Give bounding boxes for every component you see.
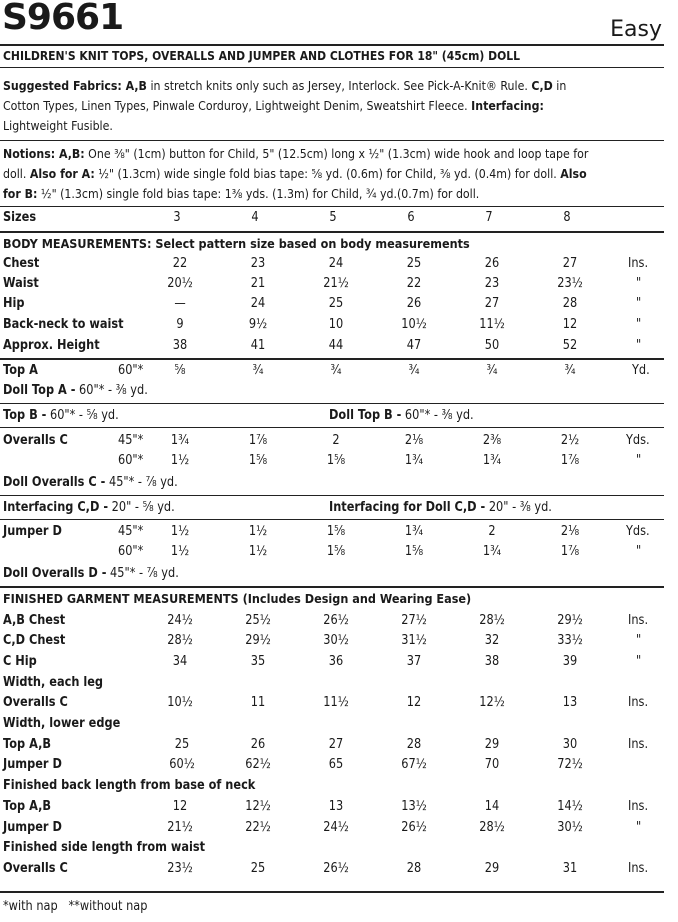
cell: 1⅝ — [404, 544, 424, 559]
nap-footnote: *with nap **without nap — [3, 899, 148, 914]
cell: 1¾ — [404, 524, 424, 539]
divider — [0, 140, 664, 141]
cell: 22½ — [245, 820, 271, 835]
cell: 26½ — [323, 613, 349, 628]
cell: 1⅞ — [560, 453, 580, 468]
cell: 30 — [562, 737, 578, 752]
fabrics-label-cd: C,D — [531, 79, 553, 94]
cell: 9½ — [248, 317, 268, 332]
unit: " — [636, 654, 642, 669]
cell: 30½ — [323, 633, 349, 648]
cell: 1⅝ — [326, 524, 346, 539]
cell: 67½ — [401, 757, 427, 772]
cell: 28 — [406, 861, 422, 876]
unit: " — [636, 276, 642, 291]
cell: 2 — [332, 433, 340, 448]
row-label: Waist — [3, 276, 39, 291]
size-7: 7 — [485, 210, 493, 225]
section-label: Width, each leg — [3, 675, 104, 690]
cell: 21 — [250, 276, 266, 291]
table-row — [0, 381, 678, 401]
cell: 23 — [250, 256, 266, 271]
fabric-width: 45"* — [118, 524, 144, 539]
cell: — — [174, 296, 186, 311]
cell: 9 — [176, 317, 184, 332]
cell: 28½ — [479, 820, 505, 835]
cell: 12 — [562, 317, 578, 332]
body-measurements-heading: BODY MEASUREMENTS: Select pattern size based on body measurements — [3, 236, 470, 251]
cell: 50 — [484, 338, 500, 353]
cell: 33½ — [557, 633, 583, 648]
table-row — [0, 693, 678, 713]
unit: Yds. — [626, 433, 650, 448]
cell: 26½ — [401, 820, 427, 835]
table-row — [0, 564, 678, 584]
cell: 23½ — [557, 276, 583, 291]
cell: 27½ — [401, 613, 427, 628]
row-label: Back-neck to waist — [3, 317, 124, 332]
fabrics-label-ab: Suggested Fabrics: A,B — [3, 79, 147, 94]
unit: Ins. — [628, 256, 649, 271]
table-row — [0, 254, 678, 274]
cell: 11 — [250, 695, 266, 710]
suggested-fabrics — [3, 77, 605, 137]
cell: 25 — [250, 861, 266, 876]
unit: " — [636, 544, 642, 559]
row-label: Top B - — [3, 408, 47, 423]
row-label: Top A — [3, 363, 38, 378]
cell: 52 — [562, 338, 578, 353]
pattern-number: S9661 — [2, 0, 124, 38]
cell: 1⅞ — [560, 544, 580, 559]
table-row — [0, 735, 678, 755]
cell: 38 — [172, 338, 188, 353]
row-label: A,B Chest — [3, 613, 66, 628]
size-6: 6 — [407, 210, 415, 225]
unit: " — [636, 317, 642, 332]
row-text: 20" - ⅜ yd. — [485, 500, 552, 515]
table-row — [0, 631, 678, 651]
table-row — [0, 838, 678, 858]
cell: 26 — [484, 256, 500, 271]
row-text: 45"* - ⅞ yd. — [106, 566, 179, 581]
unit: " — [636, 820, 642, 835]
cell: 1¾ — [482, 453, 502, 468]
table-row — [0, 714, 678, 734]
cell: 24 — [250, 296, 266, 311]
row-text: 60"* - ⅜ yd. — [401, 408, 474, 423]
table-row — [0, 673, 678, 693]
fabrics-text-cd: in Cotton Types, Linen Types, Pinwale Corduroy, Lightweight Denim, Sweatshirt Fleece. — [3, 79, 567, 114]
cell: 1¾ — [482, 544, 502, 559]
cell: 29 — [484, 861, 500, 876]
difficulty-label: Easy — [610, 17, 662, 42]
table-row — [0, 315, 678, 335]
cell: 20½ — [167, 276, 193, 291]
cell: 35 — [250, 654, 266, 669]
cell: ¾ — [564, 363, 576, 378]
cell: 28½ — [479, 613, 505, 628]
divider — [0, 231, 664, 233]
cell: 27 — [484, 296, 500, 311]
divider — [0, 427, 664, 428]
section-label: Width, lower edge — [3, 716, 121, 731]
cell: 1½ — [170, 544, 190, 559]
divider — [0, 44, 664, 46]
row-label: Jumper D — [3, 757, 62, 772]
cell: 1⅝ — [326, 453, 346, 468]
row-label: Interfacing for Doll C,D - — [329, 500, 486, 515]
unit: Ins. — [628, 861, 649, 876]
cell: 62½ — [245, 757, 271, 772]
cell: 44 — [328, 338, 344, 353]
table-row — [0, 406, 678, 426]
cell: 47 — [406, 338, 422, 353]
footnote-row — [0, 897, 678, 917]
section-label: Finished side length from waist — [3, 840, 206, 855]
unit: " — [636, 338, 642, 353]
interfacing-text: Lightweight Fusible. — [3, 119, 113, 134]
notions-label-a: Also for A: — [29, 167, 95, 182]
table-row — [0, 776, 678, 796]
row-text: 60"* - ⅝ yd. — [46, 408, 119, 423]
divider — [0, 206, 664, 207]
cell: 60½ — [169, 757, 195, 772]
cell: 36 — [328, 654, 344, 669]
fabric-width: 60"* — [118, 544, 144, 559]
divider — [0, 586, 664, 588]
notions-text-b: ½" (1.3cm) single fold bias tape: 1⅜ yds. (1.3m) for Child, ¾ yd.(0.7m) for doll. — [37, 187, 480, 202]
row-label: Doll Top B - — [329, 408, 402, 423]
cell: 27 — [562, 256, 578, 271]
cell: 28½ — [167, 633, 193, 648]
cell: 12½ — [245, 799, 271, 814]
cell: 1½ — [248, 544, 268, 559]
table-row — [0, 818, 678, 838]
cell: 22 — [406, 276, 422, 291]
sizes-label: Sizes — [3, 210, 37, 225]
cell: 2 — [488, 524, 496, 539]
cell: 25 — [406, 256, 422, 271]
cell: 11½ — [323, 695, 349, 710]
cell: 23½ — [167, 861, 193, 876]
sizes-row — [0, 208, 678, 228]
divider — [0, 358, 664, 360]
cell: 29 — [484, 737, 500, 752]
unit: Ins. — [628, 695, 649, 710]
cell: 21½ — [167, 820, 193, 835]
cell: 2⅛ — [560, 524, 580, 539]
cell: 30½ — [557, 820, 583, 835]
unit: " — [636, 633, 642, 648]
divider — [0, 495, 664, 496]
cell: 14½ — [557, 799, 583, 814]
cell: 24½ — [323, 820, 349, 835]
cell: 34 — [172, 654, 188, 669]
row-text: 60"* - ⅜ yd. — [75, 383, 148, 398]
table-row — [0, 522, 678, 542]
cell: 24½ — [167, 613, 193, 628]
table-row — [0, 473, 678, 493]
unit: " — [636, 296, 642, 311]
cell: 10 — [328, 317, 344, 332]
cell: 1½ — [170, 453, 190, 468]
cell: ⅝ — [174, 363, 186, 378]
fabric-width: 60"* — [118, 363, 144, 378]
row-label: Jumper D — [3, 820, 62, 835]
cell: 11½ — [479, 317, 505, 332]
cell: 10½ — [167, 695, 193, 710]
unit: " — [636, 453, 642, 468]
cell: 32 — [484, 633, 500, 648]
row-label: Doll Top A - — [3, 383, 76, 398]
cell: 12 — [172, 799, 188, 814]
row-label: Doll Overalls D - — [3, 566, 107, 581]
cell: 12½ — [479, 695, 505, 710]
notions-label-ab: Notions: A,B: — [3, 147, 85, 162]
table-row — [0, 859, 678, 879]
cell: 23 — [484, 276, 500, 291]
fabrics-text-ab: in stretch knits only such as Jersey, Interlock. See Pick-A-Knit® Rule. — [146, 79, 532, 94]
cell: 25½ — [245, 613, 271, 628]
table-row — [0, 274, 678, 294]
cell: 2⅛ — [404, 433, 424, 448]
cell: 26 — [250, 737, 266, 752]
row-label: Interfacing C,D - — [3, 500, 109, 515]
cell: 38 — [484, 654, 500, 669]
row-label: Top A,B — [3, 737, 52, 752]
row-label: Jumper D — [3, 524, 62, 539]
section-label: Finished back length from base of neck — [3, 778, 256, 793]
finished-measurements-heading: FINISHED GARMENT MEASUREMENTS (Includes Design and Wearing Ease) — [3, 591, 472, 606]
cell: 26 — [406, 296, 422, 311]
cell: ¾ — [486, 363, 498, 378]
cell: 1⅞ — [248, 433, 268, 448]
size-8: 8 — [563, 210, 571, 225]
cell: 1⅝ — [326, 544, 346, 559]
fabric-width: 60"* — [118, 453, 144, 468]
row-text: 45"* - ⅞ yd. — [105, 475, 178, 490]
cell: 10½ — [401, 317, 427, 332]
cell: 25 — [174, 737, 190, 752]
size-5: 5 — [329, 210, 337, 225]
cell: 29½ — [557, 613, 583, 628]
row-label: C,D Chest — [3, 633, 66, 648]
table-row — [0, 755, 678, 775]
table-row — [0, 542, 678, 562]
cell: 1½ — [248, 524, 268, 539]
cell: 21½ — [323, 276, 349, 291]
cell: ¾ — [408, 363, 420, 378]
unit: Ins. — [628, 737, 649, 752]
table-row — [0, 498, 678, 518]
cell: 70 — [484, 757, 500, 772]
table-row — [0, 294, 678, 314]
cell: 13 — [562, 695, 578, 710]
cell: 29½ — [245, 633, 271, 648]
row-label: C Hip — [3, 654, 37, 669]
unit: Yds. — [626, 524, 650, 539]
cell: 1⅝ — [248, 453, 268, 468]
divider — [0, 519, 664, 520]
cell: 28 — [406, 737, 422, 752]
row-label: Approx. Height — [3, 338, 100, 353]
notions-label-b: Also for B: — [3, 167, 587, 202]
cell: 26½ — [323, 861, 349, 876]
cell: ¾ — [330, 363, 342, 378]
table-row — [0, 611, 678, 631]
row-label: Top A,B — [3, 799, 52, 814]
pattern-title: CHILDREN'S KNIT TOPS, OVERALLS AND JUMPER AND CLOTHES FOR 18" (45cm) DOLL — [3, 49, 521, 63]
row-label: Overalls C — [3, 861, 68, 876]
cell: 39 — [562, 654, 578, 669]
cell: 1½ — [170, 524, 190, 539]
cell: 22 — [172, 256, 188, 271]
notions-text-ab: One ⅜" (1cm) button for Child, 5" (12.5cm) long x ½" (1.3cm) wide hook and loop tape for doll. — [3, 147, 589, 182]
cell: 13 — [328, 799, 344, 814]
cell: 12 — [406, 695, 422, 710]
size-3: 3 — [173, 210, 181, 225]
cell: 27 — [328, 737, 344, 752]
cell: 1¾ — [170, 433, 190, 448]
unit: Ins. — [628, 613, 649, 628]
interfacing-label: Interfacing: — [471, 99, 544, 114]
row-text: 20" - ⅝ yd. — [108, 500, 175, 515]
row-label: Doll Overalls C - — [3, 475, 106, 490]
cell: 2⅜ — [482, 433, 502, 448]
fabric-width: 45"* — [118, 433, 144, 448]
row-label: Hip — [3, 296, 25, 311]
cell: 1¾ — [404, 453, 424, 468]
cell: ¾ — [252, 363, 264, 378]
divider — [0, 891, 664, 893]
notions — [3, 145, 605, 205]
cell: 28 — [562, 296, 578, 311]
cell: 37 — [406, 654, 422, 669]
row-label: Overalls C — [3, 695, 68, 710]
notions-text-a: ½" (1.3cm) wide single fold bias tape: ⅝ yd. (0.6m) for Child, ⅜ yd. (0.4m) for doll. — [94, 167, 561, 182]
divider — [0, 403, 664, 404]
cell: 65 — [328, 757, 344, 772]
table-row — [0, 431, 678, 451]
cell: 14 — [484, 799, 500, 814]
unit: Ins. — [628, 799, 649, 814]
cell: 25 — [328, 296, 344, 311]
cell: 13½ — [401, 799, 427, 814]
cell: 2½ — [560, 433, 580, 448]
table-row — [0, 797, 678, 817]
table-row — [0, 652, 678, 672]
cell: 72½ — [557, 757, 583, 772]
row-label: Overalls C — [3, 433, 68, 448]
table-row — [0, 336, 678, 356]
table-row — [0, 361, 678, 381]
table-row — [0, 451, 678, 471]
cell: 31½ — [401, 633, 427, 648]
cell: 24 — [328, 256, 344, 271]
divider — [0, 67, 664, 68]
cell: 41 — [250, 338, 266, 353]
size-4: 4 — [251, 210, 259, 225]
cell: 31 — [562, 861, 578, 876]
unit: Yd. — [632, 363, 650, 378]
row-label: Chest — [3, 256, 40, 271]
